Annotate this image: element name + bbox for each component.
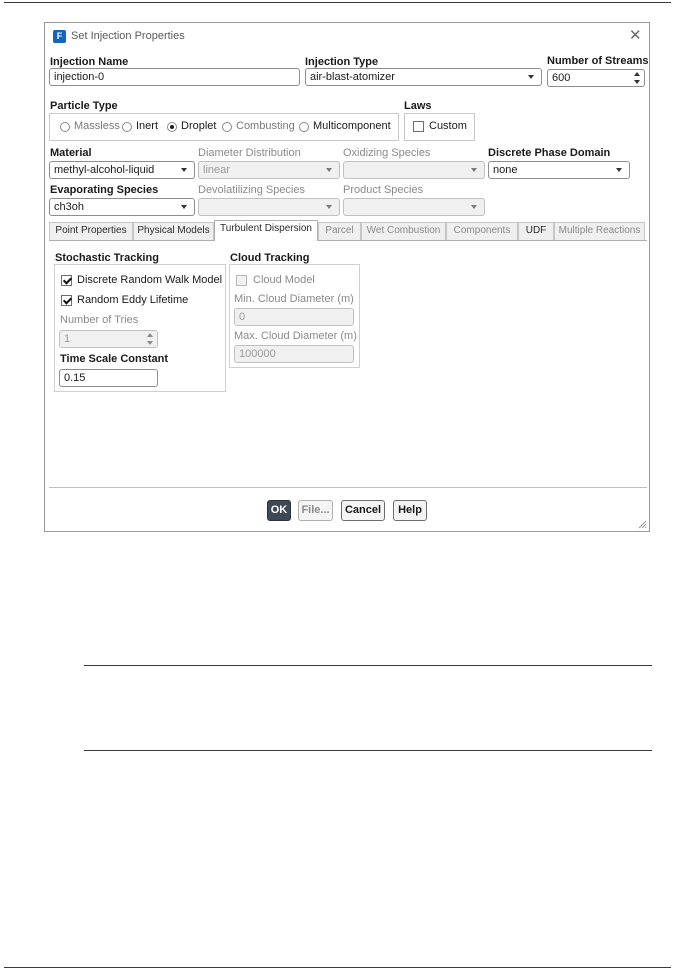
tab-strip-line (49, 240, 647, 241)
material-label: Material (50, 147, 92, 159)
chevron-down-icon (181, 168, 187, 172)
time-scale-constant-input[interactable]: 0.15 (59, 369, 158, 387)
stochastic-tracking-label: Stochastic Tracking (55, 252, 159, 264)
oxidizing-species-dropdown[interactable] (343, 161, 485, 179)
spin-up-icon[interactable] (147, 333, 153, 337)
time-scale-constant-label: Time Scale Constant (60, 353, 168, 365)
evaporating-species-dropdown[interactable] (49, 198, 195, 216)
material-dropdown[interactable] (49, 161, 195, 179)
note-bottom-rule (84, 750, 652, 751)
cloud-model-label: Cloud Model (253, 274, 315, 286)
cloud-model-checkbox[interactable] (236, 275, 247, 286)
chevron-down-icon (528, 75, 534, 79)
tab-parcel[interactable]: Parcel (318, 222, 361, 240)
tab-point-properties[interactable]: Point Properties (49, 222, 133, 240)
radio-combusting[interactable] (222, 122, 232, 132)
devolatilizing-species-dropdown[interactable] (198, 198, 340, 216)
dialog-title: Set Injection Properties (71, 30, 185, 42)
random-eddy-lifetime-checkbox[interactable] (61, 295, 72, 306)
note-top-rule (84, 665, 652, 666)
tab-wet-combustion[interactable]: Wet Combustion (361, 222, 446, 240)
evaporating-species-value: ch3oh (54, 201, 84, 213)
particle-type-label: Particle Type (50, 100, 118, 112)
material-value: methyl-alcohol-liquid (54, 164, 155, 176)
number-of-streams-spinner[interactable] (547, 69, 645, 87)
laws-label: Laws (404, 100, 432, 112)
diameter-distribution-label: Diameter Distribution (198, 147, 301, 159)
tab-multiple-reactions[interactable]: Multiple Reactions (554, 222, 645, 240)
injection-type-value: air-blast-atomizer (310, 71, 395, 83)
spin-down-icon[interactable] (147, 341, 153, 345)
devolatilizing-species-label: Devolatilizing Species (198, 184, 305, 196)
app-logo-icon: F (53, 30, 66, 43)
help-button[interactable]: Help (393, 500, 427, 521)
chevron-down-icon (326, 168, 332, 172)
radio-inert[interactable] (122, 122, 132, 132)
chevron-down-icon (471, 168, 477, 172)
injection-name-input[interactable]: injection-0 (49, 68, 300, 86)
page-bottom-rule (4, 967, 671, 968)
number-of-tries-spinner[interactable] (59, 330, 158, 348)
product-species-label: Product Species (343, 184, 424, 196)
chevron-down-icon (181, 205, 187, 209)
cancel-button[interactable]: Cancel (341, 500, 385, 521)
diameter-distribution-value: linear (203, 164, 230, 176)
radio-massless[interactable] (60, 122, 70, 132)
set-injection-properties-dialog (44, 22, 650, 532)
number-of-streams-label: Number of Streams (547, 55, 649, 67)
chevron-down-icon (326, 205, 332, 209)
cloud-tracking-label: Cloud Tracking (230, 252, 310, 264)
tab-components[interactable]: Components (446, 222, 518, 240)
injection-type-dropdown[interactable] (305, 68, 542, 86)
footer-divider (49, 487, 647, 488)
chevron-down-icon (471, 205, 477, 209)
injection-name-label: Injection Name (50, 56, 129, 68)
tab-udf[interactable]: UDF (518, 222, 554, 240)
injection-type-label: Injection Type (305, 56, 379, 68)
radio-inert-label: Inert (136, 120, 159, 132)
discrete-phase-domain-label: Discrete Phase Domain (488, 147, 611, 159)
close-icon[interactable]: ✕ (629, 27, 642, 44)
radio-multicomponent[interactable] (299, 122, 309, 132)
file-button[interactable]: File... (298, 500, 333, 521)
discrete-random-walk-label: Discrete Random Walk Model (77, 274, 223, 286)
oxidizing-species-label: Oxidizing Species (343, 147, 431, 159)
number-of-tries-value: 1 (64, 333, 71, 345)
min-cloud-diameter-input[interactable]: 0 (234, 308, 354, 326)
discrete-phase-domain-value: none (493, 164, 518, 176)
max-cloud-diameter-label: Max. Cloud Diameter (m) (234, 330, 357, 342)
max-cloud-diameter-input[interactable]: 100000 (234, 345, 354, 363)
random-eddy-lifetime-label: Random Eddy Lifetime (77, 294, 189, 306)
radio-combusting-label: Combusting (236, 120, 295, 132)
radio-droplet[interactable] (167, 122, 177, 132)
number-of-streams-value: 600 (552, 72, 571, 84)
chevron-down-icon (616, 168, 622, 172)
spin-up-icon[interactable] (634, 72, 640, 76)
product-species-dropdown[interactable] (343, 198, 485, 216)
evaporating-species-label: Evaporating Species (50, 184, 159, 196)
diameter-distribution-dropdown[interactable] (198, 161, 340, 179)
radio-multicomponent-label: Multicomponent (313, 120, 391, 132)
custom-laws-checkbox[interactable] (413, 121, 424, 132)
spin-down-icon[interactable] (634, 80, 640, 84)
discrete-phase-domain-dropdown[interactable] (488, 161, 630, 179)
tab-turbulent-dispersion[interactable]: Turbulent Dispersion (214, 220, 318, 241)
number-of-tries-label: Number of Tries (60, 314, 139, 326)
custom-laws-label: Custom (429, 120, 467, 132)
ok-button[interactable]: OK (267, 500, 291, 521)
radio-massless-label: Massless (74, 120, 120, 132)
min-cloud-diameter-label: Min. Cloud Diameter (m) (234, 293, 354, 305)
radio-droplet-label: Droplet (181, 120, 217, 132)
tab-physical-models[interactable]: Physical Models (133, 222, 214, 240)
page-top-rule (4, 2, 671, 3)
resize-grip-icon[interactable] (637, 519, 647, 529)
discrete-random-walk-checkbox[interactable] (61, 275, 72, 286)
